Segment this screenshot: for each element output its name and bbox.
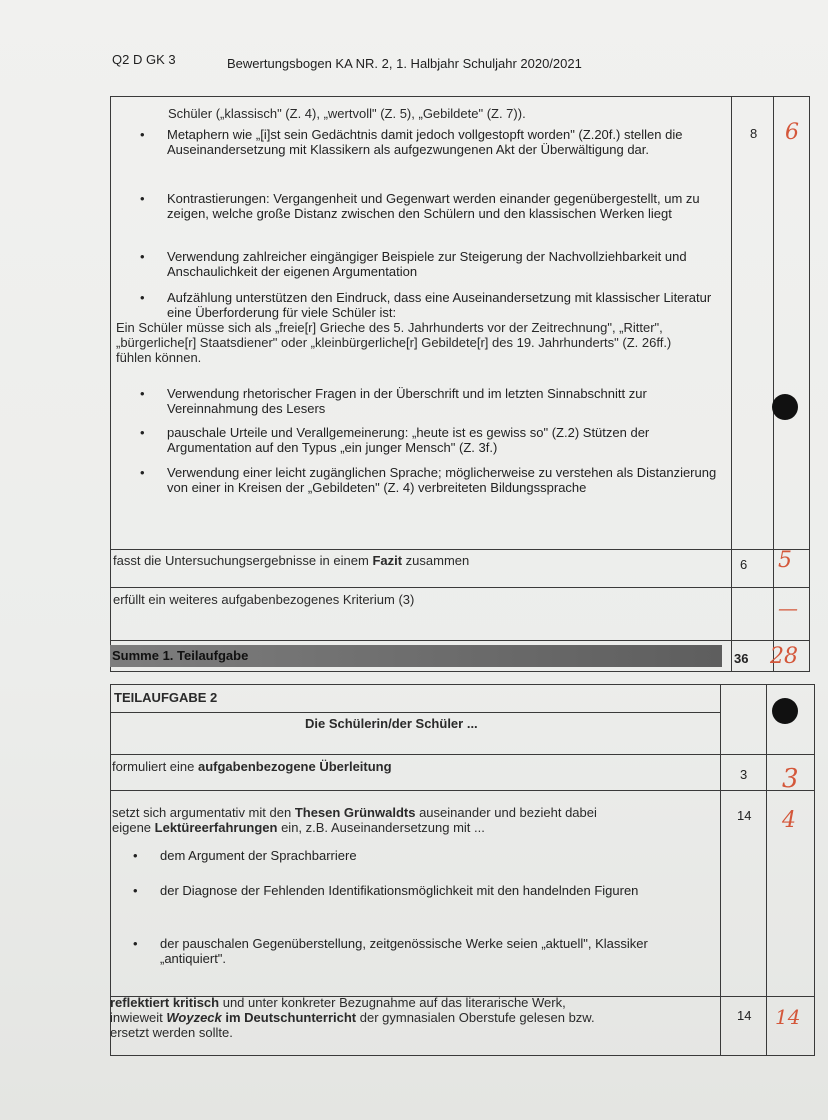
filled-circle-mark <box>772 394 798 420</box>
fazit-given-handwritten: 5 <box>778 548 792 573</box>
part2-subheading: Die Schülerin/der Schüler ... <box>305 716 478 731</box>
list-item: • Verwendung einer leicht zugänglichen Sprache; möglicherweise zu verstehen als Distanzierung von einer in Kreisen der „Gebildeten" (Z. 4) verbreiteten Bildungssprache <box>140 465 717 495</box>
sum-row: Summe 1. Teilaufgabe <box>110 645 722 667</box>
list-item: • pauschale Urteile und Verallgemeinerung: „heute ist es gewiss so" (Z.2) Stützen der Argumentation auf den Typus „ein junger Mensch" (Z. 3f.) <box>140 425 650 455</box>
extra-given-handwritten: — <box>778 596 798 620</box>
list-item: • Verwendung zahlreicher eingängiger Beispiele zur Steigerung der Nachvollziehbarkeit und Anschaulichkeit der eigenen Argumentation <box>140 249 687 279</box>
document-title: Bewertungsbogen KA NR. 2, 1. Halbjahr Schuljahr 2020/2021 <box>227 56 582 71</box>
theses-max-points: 14 <box>737 808 752 823</box>
max-points: 8 <box>750 126 758 141</box>
sum-given-handwritten: 28 <box>770 644 798 669</box>
list-item: • Metaphern wie „[i]st sein Gedächtnis damit jedoch vollgestopft worden" (Z.20f.) stellen die Auseinandersetzung mit Klassikern als aufgezwungenen Akt der Überwältigung dar. <box>140 127 683 157</box>
part2-heading: TEILAUFGABE 2 <box>114 690 218 705</box>
theses-given-handwritten: 4 <box>782 808 796 833</box>
transition-max-points: 3 <box>740 767 748 782</box>
filled-circle-mark <box>772 698 798 724</box>
transition-given-handwritten: 3 <box>782 764 799 794</box>
sum-max-points: 36 <box>734 651 749 666</box>
list-item: • Kontrastierungen: Vergangenheit und Gegenwart werden einander gegenübergestellt, um zu zeigen, welche große Distanz zwischen den Schülern und den klassischen Werken liegt <box>140 191 700 221</box>
course-code: Q2 D GK 3 <box>112 52 176 67</box>
list-item: • dem Argument der Sprachbarriere <box>133 848 357 863</box>
criterion-woyzeck: reflektiert kritisch und unter konkreter Bezugnahme auf das literarische Werk, inwieweit Woyzeck im Deutschunterricht der gymnasialen Oberstufe gelesen bzw. ersetzt werden sollte. <box>110 995 595 1040</box>
criterion-theses: setzt sich argumentativ mit den Thesen Grünwaldts auseinander und bezieht dabei eigene Lektüreerfahrungen ein, z.B. Auseinandersetzung mit ... <box>112 805 597 835</box>
criterion-fazit: fasst die Untersuchungsergebnisse in einem Fazit zusammen <box>113 553 470 568</box>
criterion-transition: formuliert eine aufgabenbezogene Überleitung <box>112 759 392 774</box>
criterion-extra: erfüllt ein weiteres aufgabenbezogenes Kriterium (3) <box>113 592 415 607</box>
part1-table <box>110 96 810 672</box>
given-points-handwritten: 6 <box>785 120 799 145</box>
continuation-text: Ein Schüler müsse sich als „freie[r] Grieche des 5. Jahrhunderts vor der Zeitrechnung", „Ritter", „bürgerliche[r] Staatsdiener" oder „kleinbürgerliche[r] Gebildete[r] des 19. Jahrhunderts" (Z. 26ff.) fühlen können. <box>116 320 672 365</box>
fazit-max-points: 6 <box>740 557 748 572</box>
list-item: • Aufzählung unterstützen den Eindruck, dass eine Auseinandersetzung mit klassischer Literatur eine Überforderung für viele Schüler ist: <box>140 290 712 320</box>
list-item: • der pauschalen Gegenüberstellung, zeitgenössische Werke seien „aktuell", Klassiker „antiquiert". <box>133 936 648 966</box>
list-item: • Verwendung rhetorischer Fragen in der Überschrift und im letzten Sinnabschnitt zur Vereinnahmung des Lesers <box>140 386 647 416</box>
intro-line: Schüler („klassisch" (Z. 4), „wertvoll" (Z. 5), „Gebildete" (Z. 7)). <box>168 106 526 121</box>
list-item: • der Diagnose der Fehlenden Identifikationsmöglichkeit mit den handelnden Figuren <box>133 883 639 898</box>
woyzeck-max-points: 14 <box>737 1008 752 1023</box>
woyzeck-given-handwritten: 14 <box>775 1005 801 1029</box>
